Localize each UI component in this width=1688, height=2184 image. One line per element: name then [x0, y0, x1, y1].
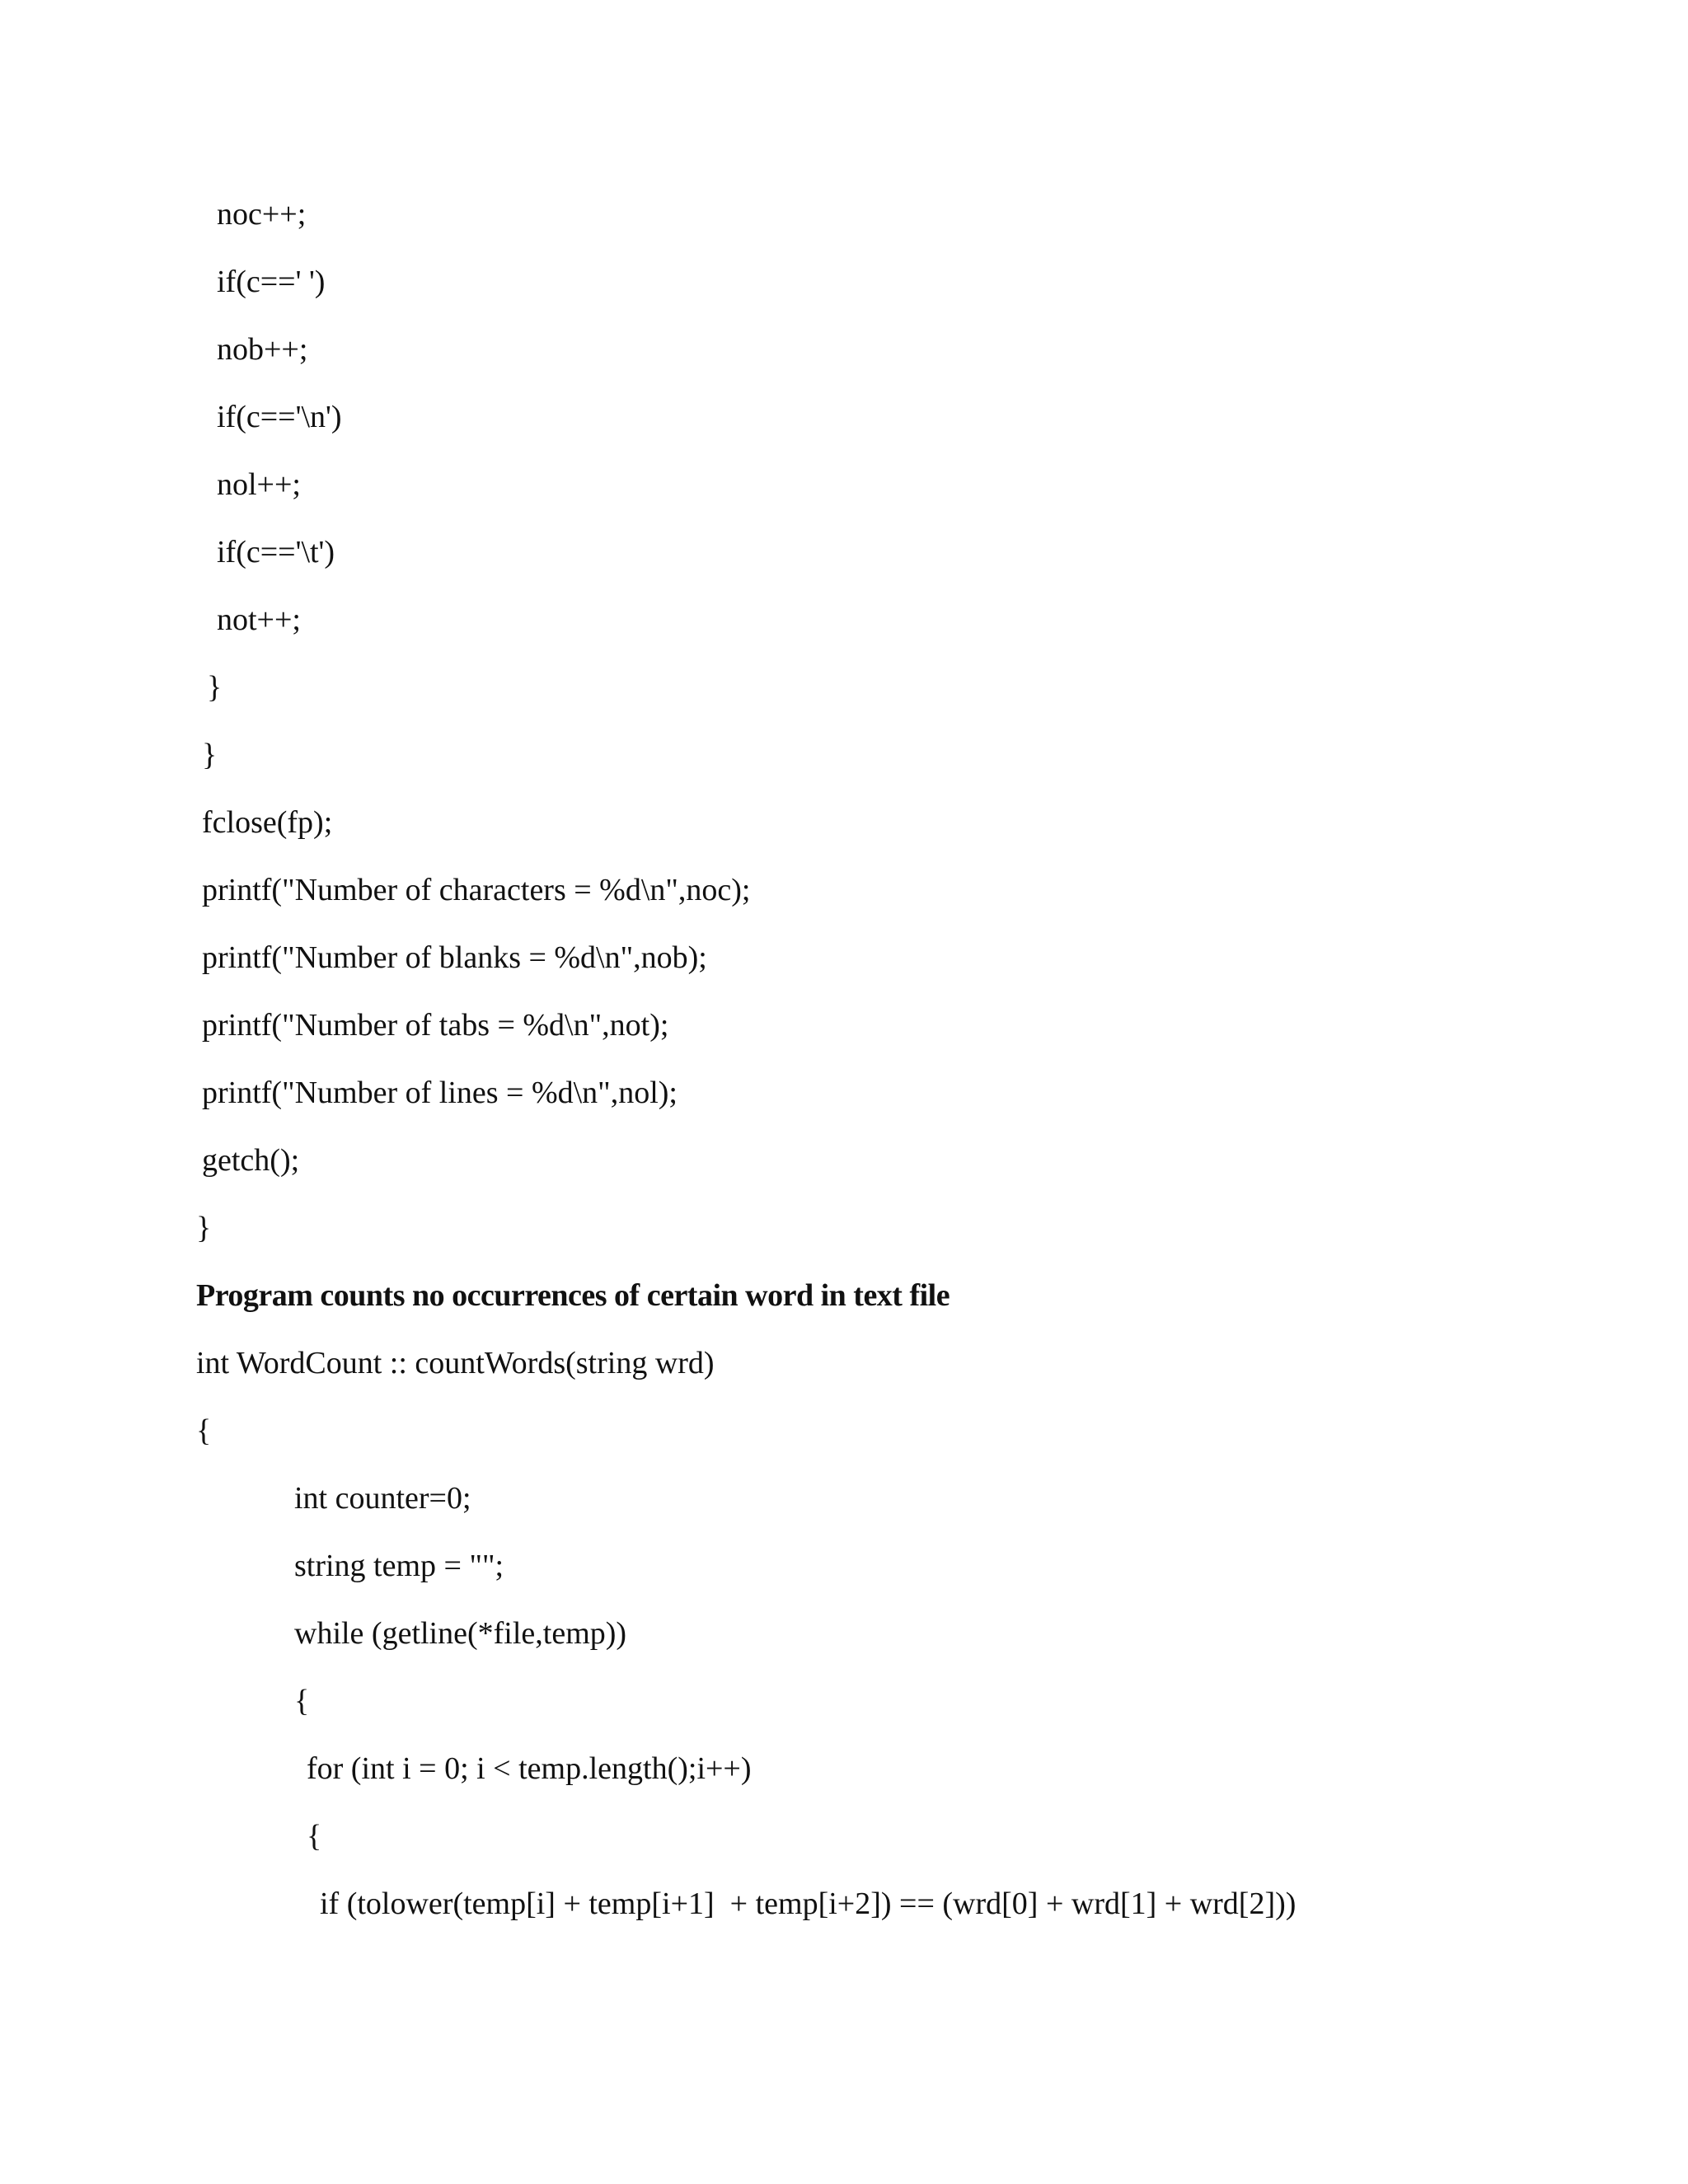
- code-line-19: int counter=0;: [294, 1481, 471, 1516]
- code-line-3: nob++;: [217, 332, 308, 367]
- code-line-2: if(c==' '): [217, 265, 326, 299]
- code-line-4: if(c=='\n'): [217, 400, 342, 434]
- code-line-8: }: [207, 670, 223, 705]
- code-line-14: printf("Number of lines = %d\n",nol);: [202, 1076, 678, 1110]
- code-line-13: printf("Number of tabs = %d\n",not);: [202, 1008, 669, 1043]
- code-line-16: }: [196, 1211, 212, 1245]
- code-line-22: {: [294, 1684, 310, 1718]
- code-line-17: int WordCount :: countWords(string wrd): [196, 1346, 715, 1380]
- code-line-24: {: [307, 1819, 322, 1854]
- code-line-9: }: [202, 738, 218, 772]
- code-line-11: printf("Number of characters = %d\n",noc);: [202, 873, 751, 907]
- code-line-20: string temp = "";: [294, 1549, 504, 1583]
- code-line-21: while (getline(*file,temp)): [294, 1616, 627, 1651]
- code-line-5: nol++;: [217, 467, 301, 502]
- code-line-7: not++;: [217, 602, 301, 637]
- code-line-23: for (int i = 0; i < temp.length();i++): [307, 1751, 752, 1786]
- code-line-1: noc++;: [217, 197, 307, 232]
- section-heading: Program counts no occurrences of certain word in text file: [196, 1278, 950, 1313]
- code-line-18: {: [196, 1413, 212, 1448]
- code-line-12: printf("Number of blanks = %d\n",nob);: [202, 940, 707, 975]
- code-line-6: if(c=='\t'): [217, 535, 335, 569]
- code-line-15: getch();: [202, 1143, 300, 1178]
- code-line-10: fclose(fp);: [202, 805, 333, 840]
- code-line-25: if (tolower(temp[i] + temp[i+1] + temp[i+2]) == (wrd[0] + wrd[1] + wrd[2])): [320, 1886, 1296, 1921]
